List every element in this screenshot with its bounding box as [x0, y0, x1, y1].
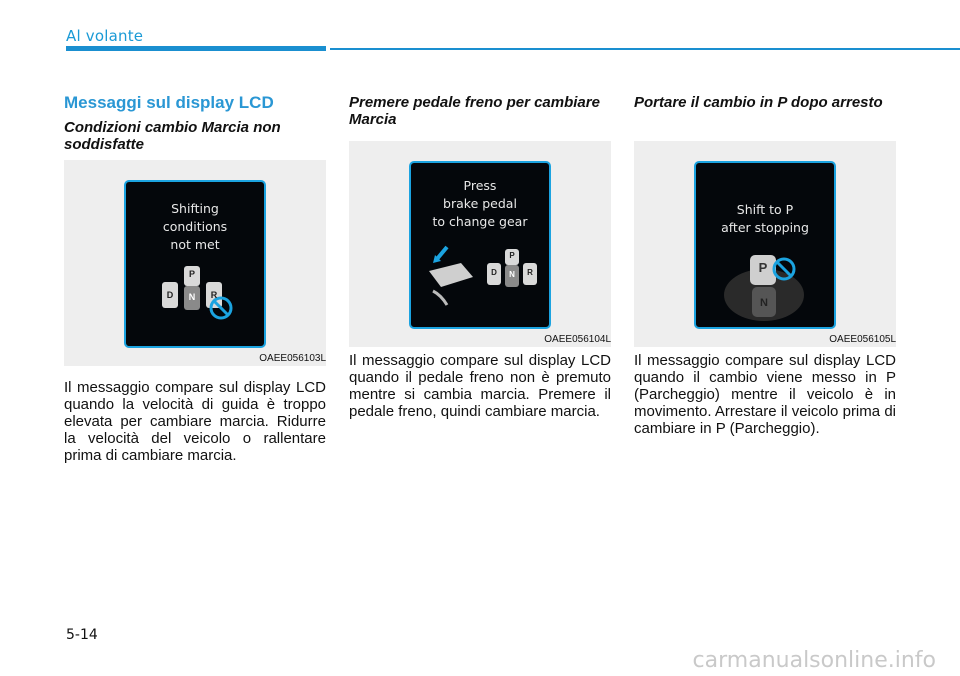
lcd-figure: [634, 141, 896, 347]
screen-line: not met: [170, 237, 220, 252]
watermark: carmanualsonline.info: [692, 648, 936, 673]
subtitle: Premere pedale freno per cambiare Marcia: [349, 94, 600, 128]
running-header: Al volante: [66, 27, 144, 45]
gear-label-d: D: [166, 290, 174, 300]
screen-line: after stopping: [721, 220, 809, 235]
gear-label-r: R: [527, 268, 533, 277]
body-text: Il messaggio compare sul display LCD quando la velocità di guida è troppo elevata per cambiare marcia. Ridurre la velocità del veicolo o rallentare prima di cambiare marcia.: [64, 379, 326, 464]
figure-code: OAEE056103L: [259, 353, 326, 364]
lcd-figure: [349, 141, 611, 347]
body-text: Il messaggio compare sul display LCD quando il cambio viene messo in P (Parcheggio) mentre il veicolo è in movimento. Arrestare il veicolo prima di cambiare in P (Parcheggio).: [634, 352, 896, 437]
lcd-screen: [409, 161, 551, 329]
gear-label-n: N: [760, 297, 768, 309]
subtitle: Portare il cambio in P dopo arresto: [634, 94, 883, 111]
section-title: Messaggi sul display LCD: [64, 93, 274, 112]
gear-shifter-icon: [126, 182, 264, 346]
brake-pedal-icon: [411, 163, 549, 327]
gear-label-r: R: [210, 290, 218, 300]
header-rule-thin: [330, 48, 960, 50]
screen-line: brake pedal: [443, 196, 517, 211]
gear-label-n: N: [509, 270, 515, 279]
lcd-screen: [124, 180, 266, 348]
screen-line: Shift to P: [736, 202, 794, 217]
figure-code: OAEE056105L: [829, 334, 896, 345]
screen-line: conditions: [162, 219, 228, 234]
screen-line: Press: [463, 178, 497, 193]
screen-line: Shifting: [171, 201, 219, 216]
gear-label-p: P: [758, 260, 768, 275]
subtitle: Condizioni cambio Marcia non soddisfatte: [64, 119, 281, 153]
screen-line: to change gear: [432, 214, 528, 229]
lcd-figure: [64, 160, 326, 366]
lcd-screen: [694, 161, 836, 329]
page-number: 5-14: [66, 627, 98, 643]
gear-label-n: N: [188, 292, 196, 302]
gear-label-d: D: [491, 268, 497, 277]
body-text: Il messaggio compare sul display LCD quando il pedale freno non è premuto mentre si cambia marcia. Premere il pedale freno, quindi cambiare marcia.: [349, 352, 611, 420]
gear-label-p: P: [509, 251, 515, 260]
figure-code: OAEE056104L: [544, 334, 611, 345]
gear-label-p: P: [188, 269, 195, 279]
header-rule-thick: [66, 46, 326, 51]
